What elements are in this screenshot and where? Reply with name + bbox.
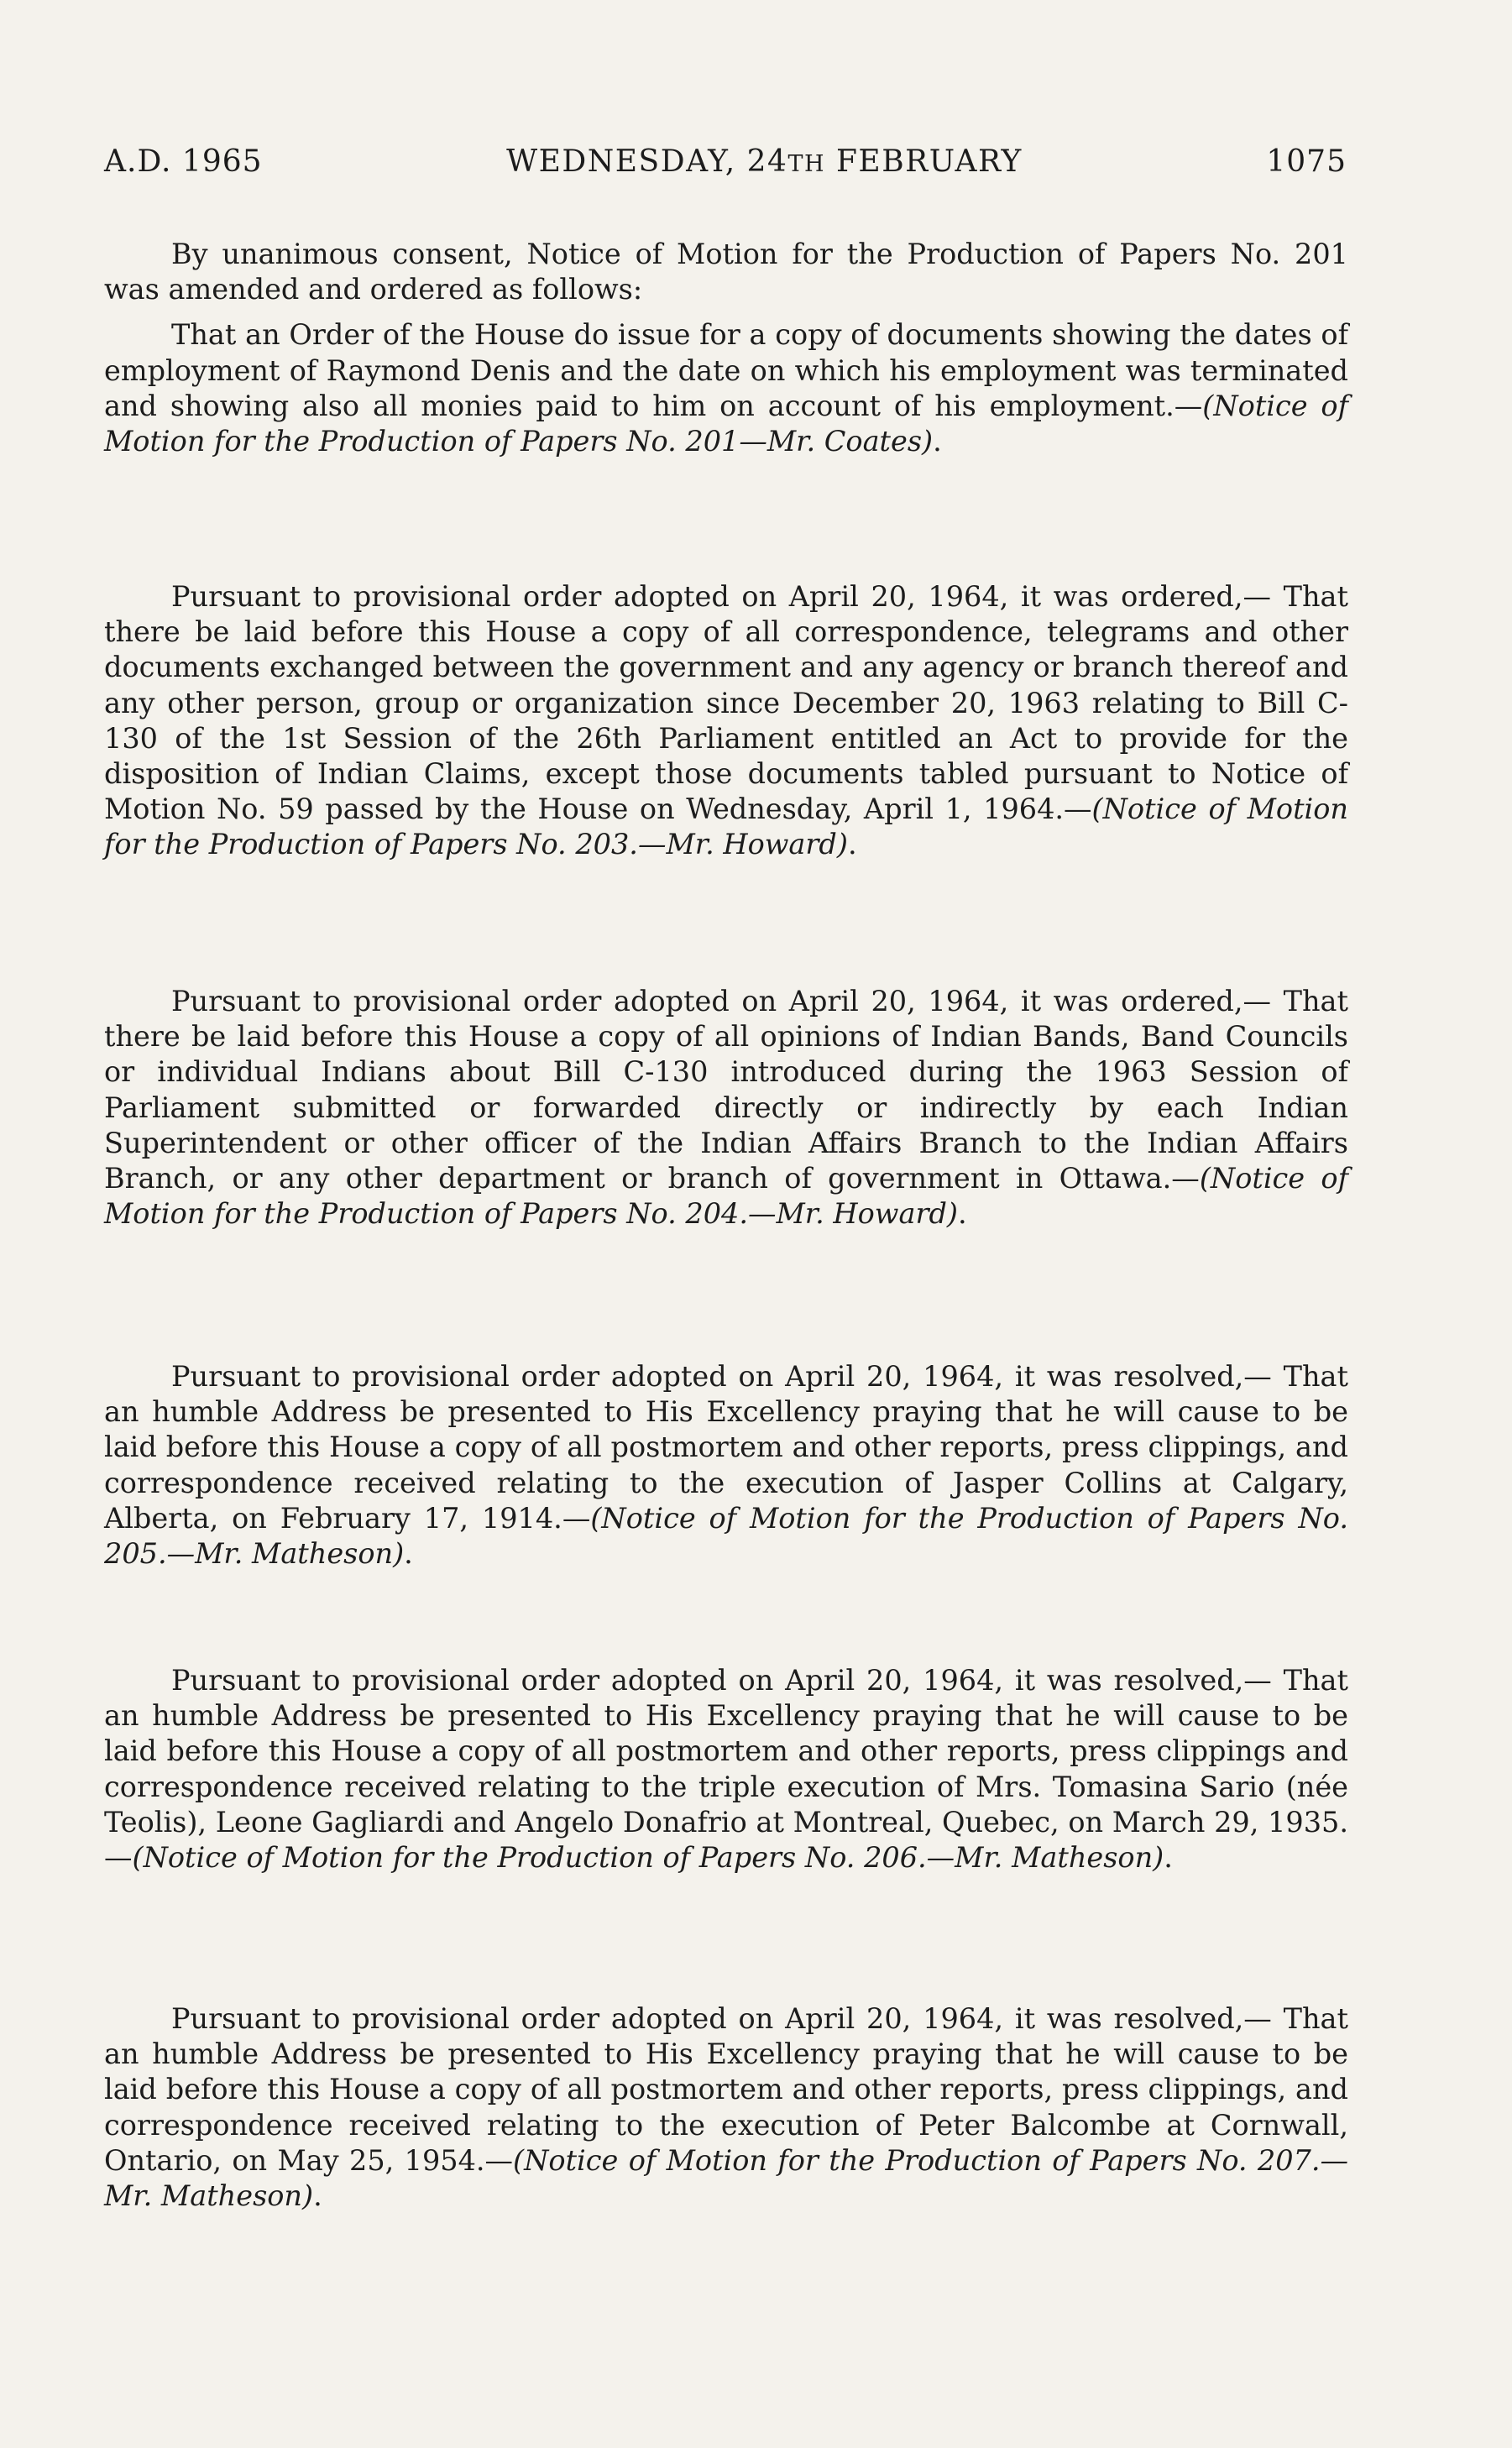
paragraph-intro: By unanimous consent, Notice of Motion for the Production of Papers No. 201 was amended and ordered as follows:: [104, 238, 1348, 306]
motion-paragraph-206: [104, 1663, 1348, 1875]
paragraph-body: That an Order of the House do issue for a copy of documents showing the dates of employment of Raymond Denis and the date on which his employment was terminated and showing also all monies paid to him on account of his employment.—(Notice of Motion for the Production of Papers No. 201—Mr. Coates).: [104, 318, 1349, 458]
page-number: 1075: [1266, 144, 1347, 179]
paragraph-body: Pursuant to provisional order adopted on April 20, 1964, it was ordered,— That there be laid before this House a copy of all opinions of Indian Bands, Band Councils or individual Indians about Bill C-130 introduced during the 1963 Session of Parliament submitted or forwarded directly or indirectly by each Indian Superintendent or other officer of the Indian Affairs Branch to the Indian Affairs Branch, or any other department or branch of government in Ottawa.—(Notice of Motion for the Production of Papers No. 204.—Mr. Howard).: [104, 985, 1348, 1231]
motion-notice: (Notice of Motion for the Production of Papers No. 203.—Mr. Howard): [104, 792, 1348, 861]
paragraph-body: Pursuant to provisional order adopted on April 20, 1964, it was resolved,— That an humble Address be presented to His Excellency praying that he will cause to be laid before this House a copy of all postmortem and other reports, press clippings, and correspondence received relating to the execution of Peter Balcombe at Cornwall, Ontario, on May 25, 1954.—(Notice of Motion for the Production of Papers No. 207.—Mr. Matheson).: [104, 2002, 1348, 2213]
header-year: A.D. 1965: [104, 144, 263, 179]
motion-paragraph-205: [104, 1359, 1348, 1572]
motion-notice: (Notice of Motion for the Production of Papers No. 201—Mr. Coates): [104, 389, 1349, 458]
motion-paragraph-201: [104, 237, 1348, 459]
motion-paragraph-207: [104, 2001, 1348, 2214]
page-header: [104, 144, 1347, 179]
motion-paragraph-204: [104, 984, 1348, 1232]
motion-notice: (Notice of Motion for the Production of Papers No. 204.—Mr. Howard): [104, 1162, 1348, 1231]
paragraph-body: Pursuant to provisional order adopted on April 20, 1964, it was resolved,— That an humble Address be presented to His Excellency praying that he will cause to be laid before this House a copy of all postmortem and other reports, press clippings and correspondence received relating to the triple execution of Mrs. Tomasina Sario (née Teolis), Leone Gagliardi and Angelo Donafrio at Montreal, Quebec, on March 29, 1935.—(Notice of Motion for the Production of Papers No. 206.—Mr. Matheson).: [104, 1664, 1348, 1875]
motion-paragraph-203: [104, 579, 1348, 863]
motion-notice: (Notice of Motion for the Production of Papers No. 206.—Mr. Matheson): [132, 1841, 1164, 1875]
motion-notice: (Notice of Motion for the Production of Papers No. 205.—Mr. Matheson): [104, 1501, 1348, 1571]
motion-notice: (Notice of Motion for the Production of Papers No. 207.—Mr. Matheson): [104, 2143, 1348, 2213]
paragraph-body: Pursuant to provisional order adopted on April 20, 1964, it was ordered,— That there be laid before this House a copy of all correspondence, telegrams and other documents exchanged between the government and any agency or branch thereof and any other person, group or organization since December 20, 1963 relating to Bill C-130 of the 1st Session of the 26th Parliament entitled an Act to provide for the disposition of Indian Claims, except those documents tabled pursuant to Notice of Motion No. 59 passed by the House on Wednesday, April 1, 1964.—(Notice of Motion for the Production of Papers No. 203.—Mr. Howard).: [104, 580, 1348, 861]
header-date: WEDNESDAY, 24TH FEBRUARY: [506, 144, 1023, 179]
paragraph-body: Pursuant to provisional order adopted on April 20, 1964, it was resolved,— That an humble Address be presented to His Excellency praying that he will cause to be laid before this House a copy of all postmortem and other reports, press clippings, and correspondence received relating to the execution of Jasper Collins at Calgary, Alberta, on February 17, 1914.—(Notice of Motion for the Production of Papers No. 205.—Mr. Matheson).: [104, 1360, 1348, 1571]
